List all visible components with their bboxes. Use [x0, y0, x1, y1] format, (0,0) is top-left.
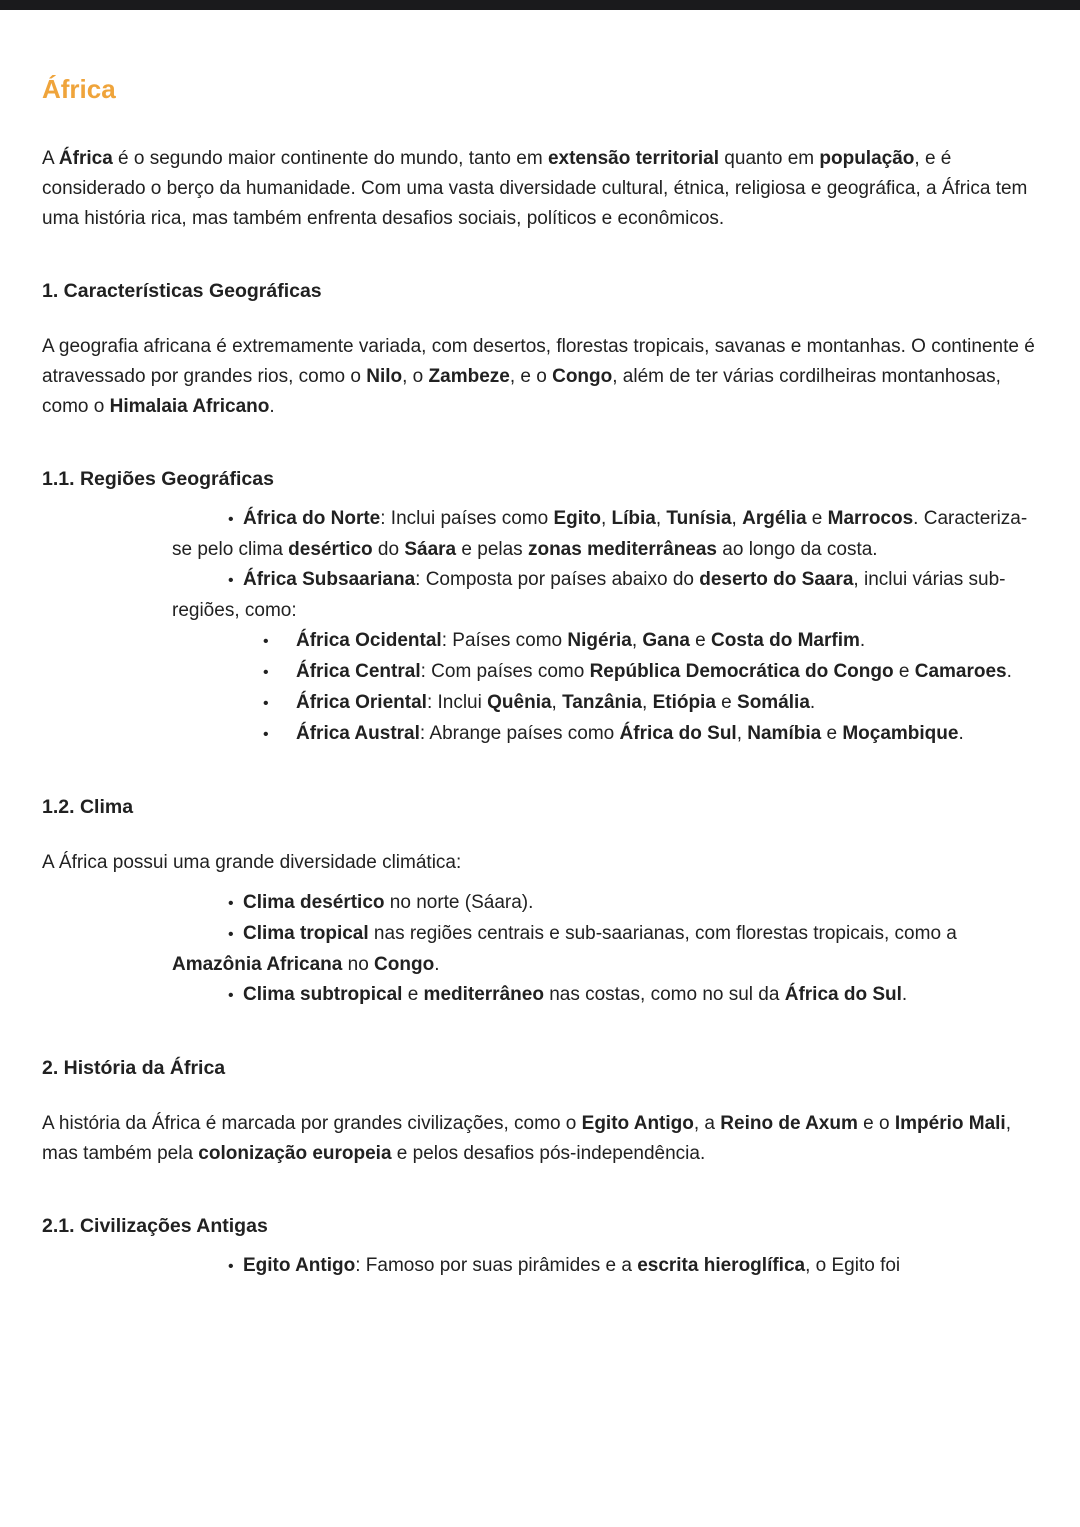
- bold-text: Egito: [553, 508, 601, 529]
- list-item: [42, 919, 1036, 980]
- list-item: [42, 888, 1036, 919]
- bold-text: mediterrâneo: [423, 984, 544, 1005]
- text-run: .: [434, 954, 440, 975]
- text-run: , e o: [509, 366, 553, 387]
- bold-text: Império Mali: [894, 1113, 1006, 1134]
- bold-text: Líbia: [611, 508, 656, 529]
- text-run: .: [859, 630, 866, 651]
- text-run: no norte (Sáara).: [384, 892, 534, 913]
- text-run: e: [893, 661, 915, 682]
- bold-text: Congo: [552, 366, 613, 387]
- paragraph: [42, 332, 1036, 422]
- text-run: : Com países como: [420, 661, 590, 682]
- text-run: e: [689, 630, 712, 651]
- list-item: [42, 980, 1036, 1011]
- text-run: : Inclui: [426, 692, 488, 713]
- list-item: [42, 688, 1036, 719]
- window-top-bar: [0, 0, 1080, 10]
- section-heading: 1.1. Regiões Geográficas: [42, 468, 274, 490]
- bold-text: Amazônia Africana: [172, 954, 343, 975]
- text-run: , além de ter várias cordilheiras montanhosas, como o: [42, 366, 1001, 417]
- bold-text: Etiópia: [652, 692, 716, 713]
- bullet-icon: •: [263, 664, 269, 681]
- bullet-icon: •: [228, 926, 234, 943]
- bullet-icon: •: [263, 695, 269, 712]
- bold-text: Zambeze: [428, 366, 510, 387]
- bold-text: Egito Antigo: [581, 1113, 694, 1134]
- text-run: , mas também pela: [42, 1113, 1011, 1164]
- bold-text: Namíbia: [747, 723, 822, 744]
- bold-text: África Oriental: [296, 692, 427, 713]
- bold-text: Moçambique: [842, 723, 959, 744]
- document-title: África: [42, 74, 116, 104]
- bold-text: Camaroes: [914, 661, 1007, 682]
- bold-text: África Austral: [296, 723, 420, 744]
- bold-text: Congo: [374, 954, 435, 975]
- text-run: .: [809, 692, 816, 713]
- text-run: nas regiões centrais e sub-saarianas, com florestas tropicais, como a: [368, 923, 957, 944]
- text-run: , o: [402, 366, 429, 387]
- bold-text: deserto do Saara: [699, 569, 854, 590]
- text-run: ,: [642, 692, 653, 713]
- bold-text: escrita hieroglífica: [637, 1255, 806, 1276]
- bullet-icon: •: [228, 895, 234, 912]
- text-run: . Caracteriza-se pelo clima: [172, 508, 1028, 560]
- bold-text: Nigéria: [567, 630, 632, 651]
- text-run: e: [715, 692, 738, 713]
- paragraph: [42, 848, 1036, 878]
- bold-text: África do Sul: [784, 984, 902, 1005]
- bullet-icon: •: [263, 633, 269, 650]
- text-run: é o segundo maior continente do mundo, tanto em: [112, 148, 548, 169]
- paragraph: [42, 144, 1036, 234]
- bold-text: África Central: [296, 661, 421, 682]
- list-item: [42, 719, 1036, 750]
- text-run: ,: [631, 630, 643, 651]
- text-run: no: [342, 954, 375, 975]
- text-run: A história da África é marcada por grandes civilizações, como o: [42, 1113, 582, 1134]
- list-item: [42, 565, 1036, 626]
- paragraph: [42, 1109, 1036, 1169]
- bold-text: Nilo: [366, 366, 403, 387]
- bold-text: África Ocidental: [296, 630, 442, 651]
- text-run: ao longo da costa.: [717, 539, 878, 560]
- text-run: A: [42, 148, 59, 169]
- text-run: A África possui uma grande diversidade climática:: [42, 852, 462, 873]
- text-run: A geografia africana é extremamente variada, com desertos, florestas tropicais, savanas e montanhas. O continente é atravessado por grandes rios, como o: [42, 336, 1035, 387]
- bold-text: Clima tropical: [243, 923, 369, 944]
- list-item: [42, 1251, 1036, 1282]
- text-run: ,: [655, 508, 667, 529]
- bold-text: colonização europeia: [198, 1143, 392, 1164]
- list-item: [42, 657, 1036, 688]
- text-run: : Abrange países como: [419, 723, 620, 744]
- text-run: .: [269, 396, 275, 417]
- text-run: quanto em: [719, 148, 820, 169]
- bold-text: Tunísia: [666, 508, 732, 529]
- text-run: e: [402, 984, 424, 1005]
- text-run: do: [372, 539, 405, 560]
- text-run: ,: [736, 723, 748, 744]
- bold-text: África: [58, 148, 113, 169]
- bullet-list: [42, 504, 1036, 750]
- text-run: e: [821, 723, 843, 744]
- bullet-icon: •: [228, 572, 234, 589]
- text-run: : Famoso por suas pirâmides e a: [355, 1255, 638, 1276]
- bold-text: África do Norte: [243, 508, 381, 529]
- text-run: e pelos desafios pós-independência.: [391, 1143, 706, 1164]
- text-run: , inclui várias sub-regiões, como:: [172, 569, 1006, 621]
- bold-text: Egito Antigo: [243, 1255, 356, 1276]
- bold-text: Clima subtropical: [243, 984, 403, 1005]
- text-run: ,: [600, 508, 612, 529]
- bold-text: Clima desértico: [243, 892, 385, 913]
- text-run: e pelas: [456, 539, 528, 560]
- bold-text: Gana: [642, 630, 690, 651]
- bold-text: Reino de Axum: [720, 1113, 858, 1134]
- bullet-icon: •: [228, 511, 234, 528]
- section-heading: 2. História da África: [42, 1057, 226, 1079]
- text-run: e o: [857, 1113, 895, 1134]
- text-run: .: [958, 723, 964, 744]
- bold-text: Marrocos: [827, 508, 914, 529]
- bold-text: zonas mediterrâneas: [527, 539, 717, 560]
- text-run: .: [901, 984, 908, 1005]
- text-run: : Inclui países como: [380, 508, 554, 529]
- bold-text: Tanzânia: [562, 692, 642, 713]
- document: [0, 74, 1080, 1282]
- bold-text: Somália: [737, 692, 810, 713]
- bold-text: desértico: [288, 539, 373, 560]
- text-run: , a: [693, 1113, 721, 1134]
- bold-text: Argélia: [742, 508, 807, 529]
- bold-text: Himalaia Africano: [109, 396, 270, 417]
- text-run: ,: [551, 692, 563, 713]
- text-run: , e é considerado o berço da humanidade. Com uma vasta diversidade cultural, étnica, religiosa e geográfica, a África tem uma história rica, mas também enfrenta desafios sociais, políticos e econômicos.: [42, 148, 1028, 229]
- list-item: [42, 504, 1036, 565]
- bold-text: África Subsaariana: [243, 569, 416, 590]
- text-run: .: [1006, 661, 1012, 682]
- bold-text: Sáara: [404, 539, 457, 560]
- text-run: nas costas, como no sul da: [543, 984, 785, 1005]
- bold-text: Costa do Marfim: [711, 630, 860, 651]
- section-heading: 1.2. Clima: [42, 796, 134, 818]
- bullet-icon: •: [263, 726, 269, 743]
- bold-text: população: [819, 148, 915, 169]
- text-run: : Países como: [441, 630, 568, 651]
- bold-text: África do Sul: [619, 723, 737, 744]
- text-run: , o Egito foi: [805, 1255, 901, 1276]
- bold-text: extensão territorial: [547, 148, 720, 169]
- bold-text: República Democrática do Congo: [589, 661, 894, 682]
- document-body: [42, 144, 1036, 1282]
- text-run: e: [806, 508, 828, 529]
- bullet-icon: •: [228, 987, 234, 1004]
- text-run: : Composta por países abaixo do: [415, 569, 700, 590]
- text-run: ,: [731, 508, 743, 529]
- bold-text: Quênia: [487, 692, 552, 713]
- list-item: [42, 626, 1036, 657]
- section-heading: 1. Características Geográficas: [42, 280, 322, 302]
- bullet-icon: •: [228, 1258, 234, 1275]
- bullet-list: [42, 888, 1036, 1011]
- section-heading: 2.1. Civilizações Antigas: [42, 1215, 268, 1237]
- bullet-list: [42, 1251, 1036, 1282]
